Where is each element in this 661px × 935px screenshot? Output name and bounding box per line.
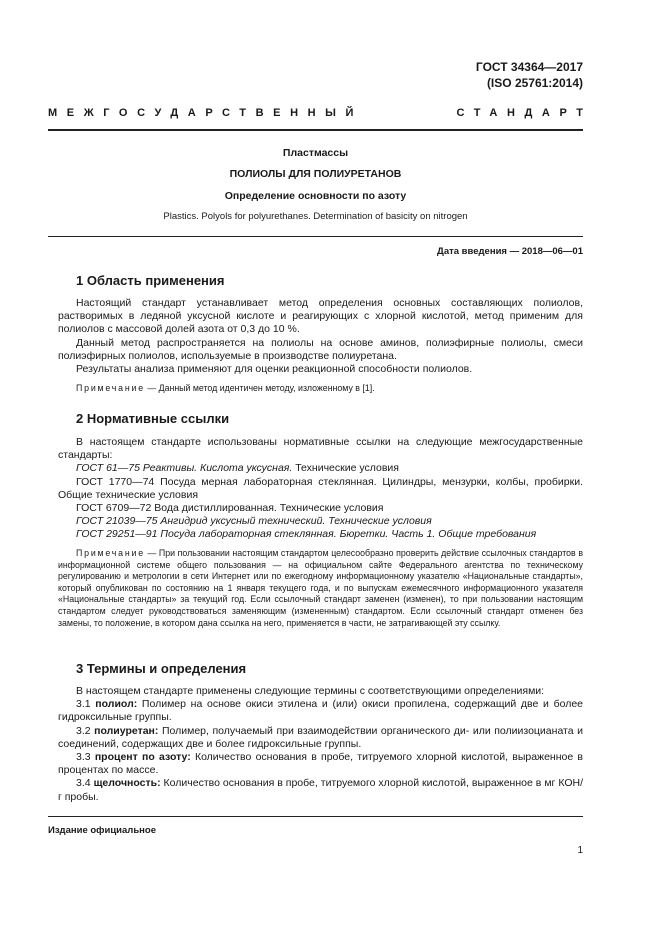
section-2-note bbox=[58, 548, 583, 629]
term-definition: Полимер, получаемый при взаимодействии органического ди- или полиизоцианата и соединений, содержащих две и более гидроксильные группы. bbox=[58, 724, 583, 750]
section-1-note bbox=[58, 383, 583, 395]
term-definition: Количество основания в пробе, титруемого хлорной кислотой, выраженное в мг КОН/г пробы. bbox=[58, 777, 583, 803]
term-3-2 bbox=[58, 725, 583, 751]
term-name: полиол: bbox=[95, 698, 138, 711]
title-rule bbox=[48, 236, 583, 237]
title-english: Plastics. Polyols for polyurethanes. Determination of basicity on nitrogen bbox=[163, 211, 468, 222]
note-text: — При пользовании настоящим стандартом целесообразно проверить действие ссылочных стандартов в информационной системе общего пользования — на официальном сайте Федерального агентства по техническому регулированию и метрологии в сети Интернет или по ежегодному информационному указателю «Национальные стандарты», который опубликован по состоянию на 1 января текущего года, и по выпускам ежемесячного информационного указателя «Национальные стандарты» за текущий год. Если ссылочный стандарт заменен (изменен), то при пользовании настоящим стандартом следует руководствоваться заменяющим (измененным) стандартом. Если ссылочный стандарт отменен без замены, то положение, в котором дана ссылка на него, применяется в части, не затрагивающей эту ссылку. bbox=[58, 548, 583, 628]
footer-rule bbox=[48, 816, 583, 817]
section-1-body bbox=[58, 297, 583, 376]
reference-5: ГОСТ 29251—91 Посуда лабораторная стеклянная. Бюретки. Часть 1. Общие требования bbox=[76, 528, 537, 541]
term-name: полиуретан: bbox=[94, 724, 159, 737]
reference-1-title: ГОСТ 61—75 Реактивы. Кислота уксусная. bbox=[76, 462, 293, 475]
reference-3: ГОСТ 6709—72 Вода дистиллированная. Технические условия bbox=[76, 502, 384, 515]
banner-interstate: МЕЖГОСУДАРСТВЕННЫЙ bbox=[48, 107, 364, 119]
section-1-heading: 1 Область применения bbox=[76, 273, 225, 288]
section-3-heading: 3 Термины и определения bbox=[76, 661, 247, 676]
section-2-intro: В настоящем стандарте использованы нормативные ссылки на следующие межгосударственные стандарты: bbox=[58, 436, 583, 462]
reference-2: ГОСТ 1770—74 Посуда мерная лабораторная стеклянная. Цилиндры, мензурки, колбы, пробирки. Общие технические условия bbox=[58, 475, 583, 501]
reference-1 bbox=[58, 462, 583, 475]
title-main: ПОЛИОЛЫ ДЛЯ ПОЛИУРЕТАНОВ bbox=[229, 168, 402, 180]
term-name: процент по азоту: bbox=[94, 751, 191, 764]
section-3-intro: В настоящем стандарте применены следующие термины с соответствующими определениями: bbox=[76, 685, 545, 697]
official-edition: Издание официальное bbox=[48, 825, 156, 836]
section-3-body bbox=[58, 685, 583, 804]
term-number: 3.3 bbox=[76, 751, 95, 764]
term-3-4 bbox=[58, 777, 583, 803]
banner-standard: СТАНДАРТ bbox=[456, 107, 593, 119]
term-3-3 bbox=[58, 751, 583, 777]
reference-1-rest: Технические условия bbox=[292, 462, 399, 475]
term-number: 3.2 bbox=[76, 724, 95, 737]
section-1-para-2: Данный метод распространяется на полиолы на основе аминов, полиэфирные полиолы, смеси полиэфирных полиолов, используемые в производстве полиуретана. bbox=[58, 336, 583, 362]
page-number: 1 bbox=[577, 845, 583, 856]
term-3-1 bbox=[58, 698, 583, 724]
note-text: — Данный метод идентичен методу, изложенному в [1]. bbox=[144, 383, 375, 393]
note-label: Примечание bbox=[76, 548, 145, 558]
section-2-heading: 2 Нормативные ссылки bbox=[76, 411, 230, 426]
introduction-date: Дата введения — 2018—06—01 bbox=[437, 246, 583, 257]
reference-4: ГОСТ 21039—75 Ангидрид уксусный технический. Технические условия bbox=[76, 515, 432, 528]
iso-number: (ISO 25761:2014) bbox=[486, 76, 583, 90]
term-definition: Полимер на основе окиси этилена и (или) окиси пропилена, содержащий две и более гидроксильные группы. bbox=[58, 698, 584, 724]
term-name: щелочность: bbox=[93, 777, 161, 790]
gost-number: ГОСТ 34364—2017 bbox=[475, 60, 583, 74]
section-1-para-3: Результаты анализа применяют для оценки реакционной способности полиолов. bbox=[76, 363, 473, 376]
section-2-body bbox=[58, 436, 583, 542]
term-number: 3.4 bbox=[76, 777, 94, 790]
title-category: Пластмассы bbox=[282, 147, 349, 159]
term-definition: Количество основания в пробе, титруемого хлорной кислотой, выраженное в процентах по массе. bbox=[58, 751, 584, 777]
section-1-para-1: Настоящий стандарт устанавливает метод определения основных составляющих полиолов, растворимых в ледяной уксусной кислоте и реагирующих с хлорной кислотой, метод применим для полиолов с массовой долей азота от 0,3 до 10 %. bbox=[58, 297, 583, 336]
term-number: 3.1 bbox=[76, 698, 96, 711]
note-label: Примечание bbox=[76, 383, 145, 393]
title-sub: Определение основности по азоту bbox=[224, 190, 407, 202]
header-rule bbox=[48, 129, 583, 131]
